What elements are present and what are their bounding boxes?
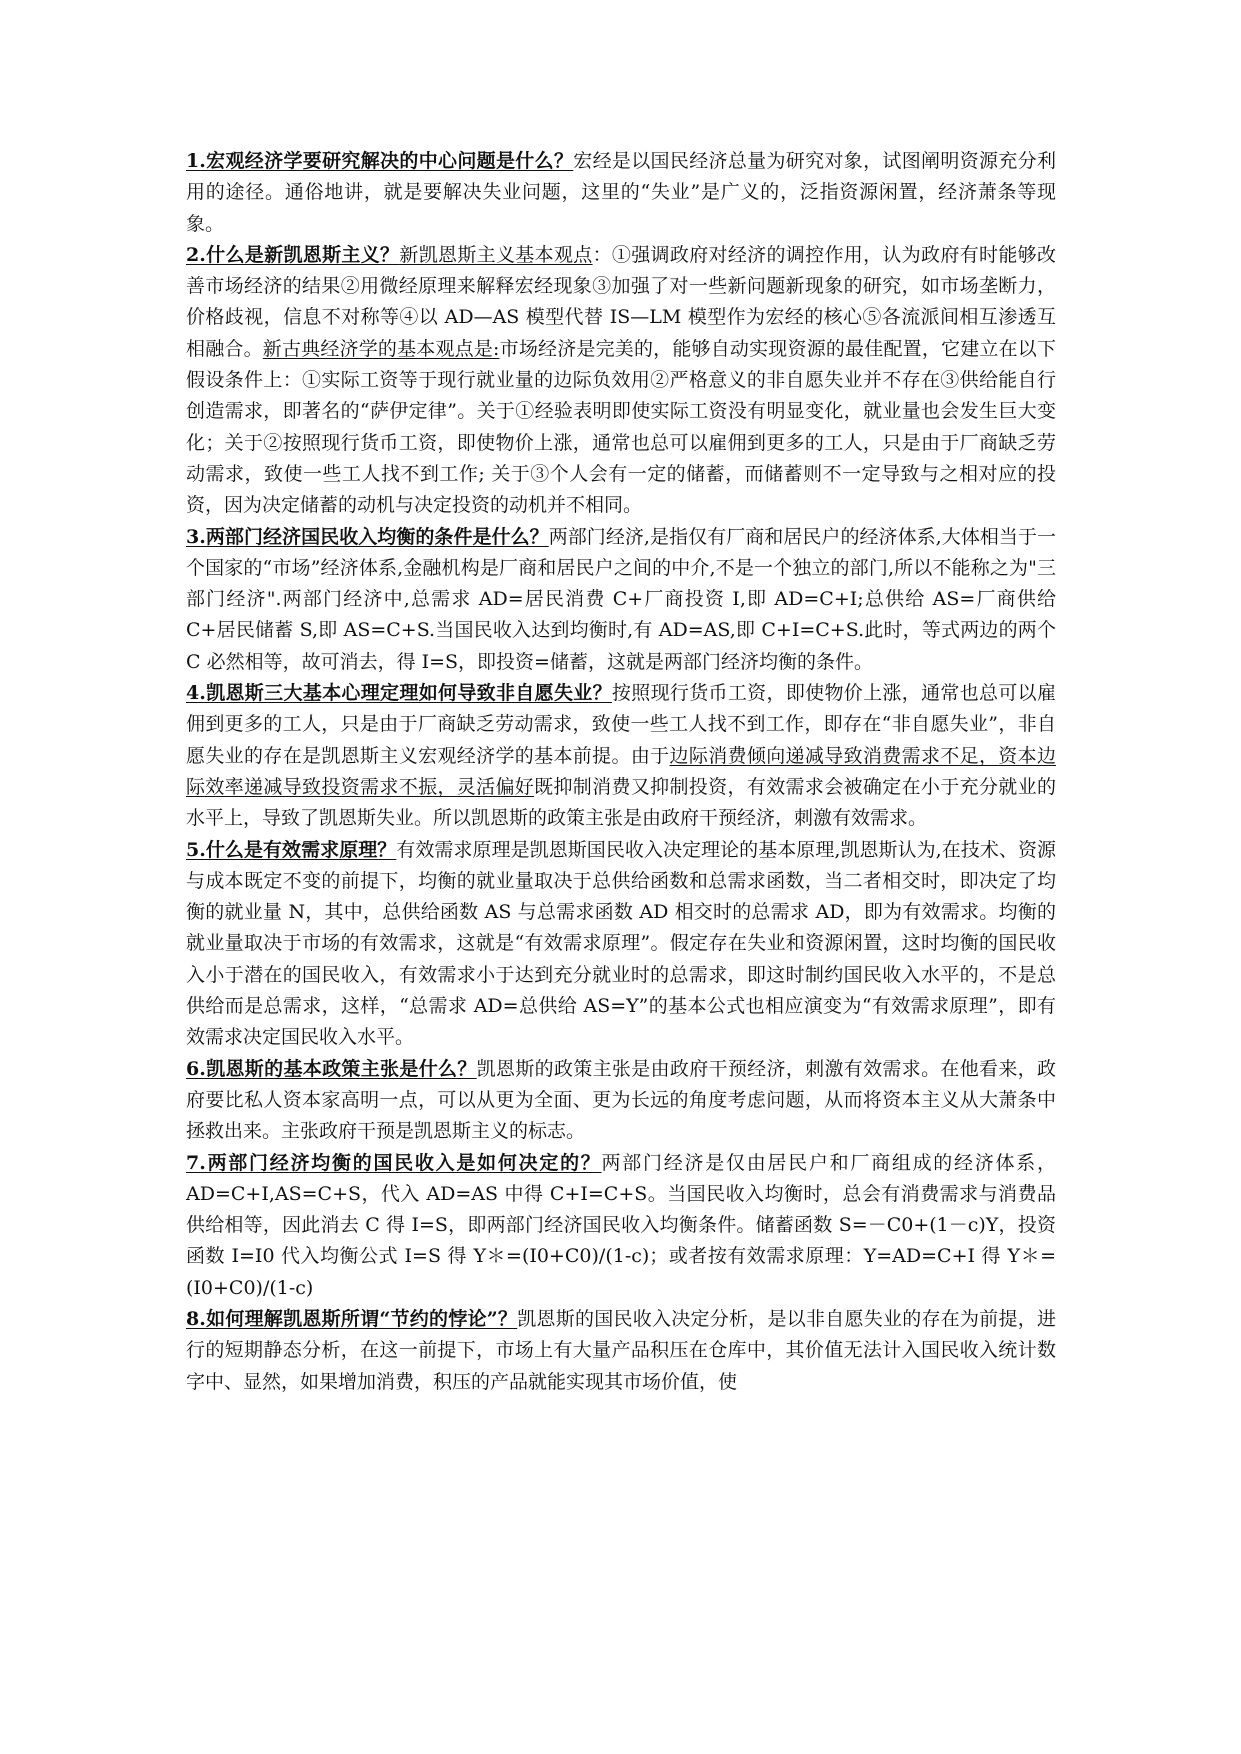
answer-text: 市场经济是完美的，能够自动实现资源的最佳配置，它建立在以下假设条件上：①实际工资等于现行就业量的边际负效用②严格意义的非自愿失业并不存在③供给能自行创造需求，即著名的“萨伊定律”。关于①经验表明即使实际工资没有明显变化，就业量也会发生巨大变化；关于②按照现行货币工资，即使物价上涨，通常也总可以雇佣到更多的工人，只是由于厂商缺乏劳动需求，致使一些工人找不到工作; 关于③个人会有一定的储蓄，而储蓄则不一定导致与之相对应的投资，因为决定储蓄的动机与决定投资的动机并不相同。	[186, 337, 1056, 517]
answer-text: 凯恩斯的国民收入决定分析，是以非自愿失业的存在为前提，进行的短期静态分析，在这一前提下，市场上有大量产品积压在仓库中，其价值无法计入国民收入统计数字中、显然，如果增加消费，积压的产品就能实现其市场价值，使	[186, 1307, 1056, 1393]
qa-item-8	[186, 1304, 1056, 1398]
answer-text: 两部门经济是仅由居民户和厂商组成的经济体系，AD=C+I,AS=C+S，代入 AD=AS 中得 C+I=C+S。当国民收入均衡时，总会有消费需求与消费品供给相等，因此消去 C 得 I=S，即两部门经济国民收入均衡条件。储蓄函数 S=－C0+(1－c)Y，投资函数 I=I0 代入均衡公式 I=S 得 Y＊=(I0+C0)/(1-c)；或者按有效需求原理：Y=AD=C+I 得 Y＊=(I0+C0)/(1-c)	[186, 1151, 1056, 1299]
answer-text: 按照现行货币工资，即使物价上涨，通常也总可以雇佣到更多的工人，只是由于厂商缺乏劳动需求，致使一些工人找不到工作，即存在“非自愿失业”，非自愿失业的存在是凯恩斯主义宏观经济学的基本前提。由于	[186, 682, 1056, 767]
underlined-phrase: 新古典经济学的基本观点是:	[262, 337, 500, 360]
question-title: 1.宏观经济学要研究解决的中心问题是什么？	[186, 150, 574, 172]
answer-text: 两部门经济,是指仅有厂商和居民户的经济体系,大体相当于一个国家的“市场”经济体系,金融机构是厂商和居民户之间的中介,不是一个独立的部门,所以不能称之为"三部门经济".两部门经济中,总需求 AD=居民消费 C+厂商投资 I,即 AD=C+I;总供给 AS=厂商供给 C+居民储蓄 S,即 AS=C+S.当国民收入达到均衡时,有 AD=AS,即 C+I=C+S.此时，等式两边的两个 C 必然相等，故可消去，得 I=S，即投资=储蓄，这就是两部门经济均衡的条件。	[186, 525, 1056, 673]
qa-item-3	[186, 522, 1056, 678]
question-title: 8.如何理解凯恩斯所谓“节约的悖论”？	[186, 1307, 518, 1330]
answer-text: 凯恩斯的政策主张是由政府干预经济，刺激有效需求。在他看来，政府要比私人资本家高明一点，可以从更为全面、更为长远的角度考虑问题，从而将资本主义从大萧条中拯救出来。主张政府干预是凯恩斯主义的标志。	[186, 1057, 1056, 1143]
question-title: 2.什么是新凯恩斯主义？	[186, 243, 400, 266]
qa-item-1	[186, 146, 1056, 240]
question-title: 5.什么是有效需求原理？	[186, 838, 397, 861]
qa-item-2	[186, 240, 1056, 522]
answer-text: ：①强调政府对经济的调控作用，认为政府有时能够改善市场经济的结果②用微经原理来解释宏经现象③加强了对一些新问题新现象的研究，如市场垄断力，价格歧视，信息不对称等④以 AD—AS 模型代替 IS—LM 模型作为宏经的核心⑤各流派间相互渗透互相融合。	[186, 243, 1056, 360]
question-title: 4.凯恩斯三大基本心理定理如何导致非自愿失业？	[186, 682, 612, 705]
answer-text: 既抑制消费又抑制投资，有效需求会被确定在小于充分就业的水平上，导致了凯恩斯失业。所以凯恩斯的政策主张是由政府干预经济，刺激有效需求。	[186, 775, 1056, 830]
question-title: 7.两部门经济均衡的国民收入是如何决定的？	[186, 1151, 602, 1174]
underlined-phrase: 边际消费倾向递减导致消费需求不足，资本边际效率递减导致投资需求不振，灵活偏好	[186, 744, 1056, 798]
qa-item-6	[186, 1054, 1056, 1148]
underlined-phrase: 新凯恩斯主义基本观点	[399, 243, 593, 266]
qa-item-5	[186, 835, 1056, 1054]
qa-item-7	[186, 1148, 1056, 1304]
document-page	[186, 146, 1056, 1398]
question-title: 6.凯恩斯的基本政策主张是什么？	[186, 1057, 477, 1080]
answer-text: 有效需求原理是凯恩斯国民收入决定理论的基本原理,凯恩斯认为,在技术、资源与成本既定不变的前提下，均衡的就业量取决于总供给函数和总需求函数，当二者相交时，即决定了均衡的就业量 N，其中，总供给函数 AS 与总需求函数 AD 相交时的总需求 AD，即为有效需求。均衡的就业量取决于市场的有效需求，这就是“有效需求原理”。假定存在失业和资源闲置，这时均衡的国民收入小于潜在的国民收入，有效需求小于达到充分就业时的总需求，即这时制约国民收入水平的，不是总供给而是总需求，这样，“总需求 AD=总供给 AS=Y”的基本公式也相应演变为“有效需求原理”，即有效需求决定国民收入水平。	[186, 838, 1056, 1049]
qa-item-4	[186, 678, 1056, 834]
question-title: 3.两部门经济国民收入均衡的条件是什么？	[186, 525, 549, 548]
answer-text: 宏经是以国民经济总量为研究对象，试图阐明资源充分利用的途径。通俗地讲，就是要解决失业问题，这里的“失业”是广义的，泛指资源闲置，经济萧条等现象。	[186, 150, 1056, 235]
